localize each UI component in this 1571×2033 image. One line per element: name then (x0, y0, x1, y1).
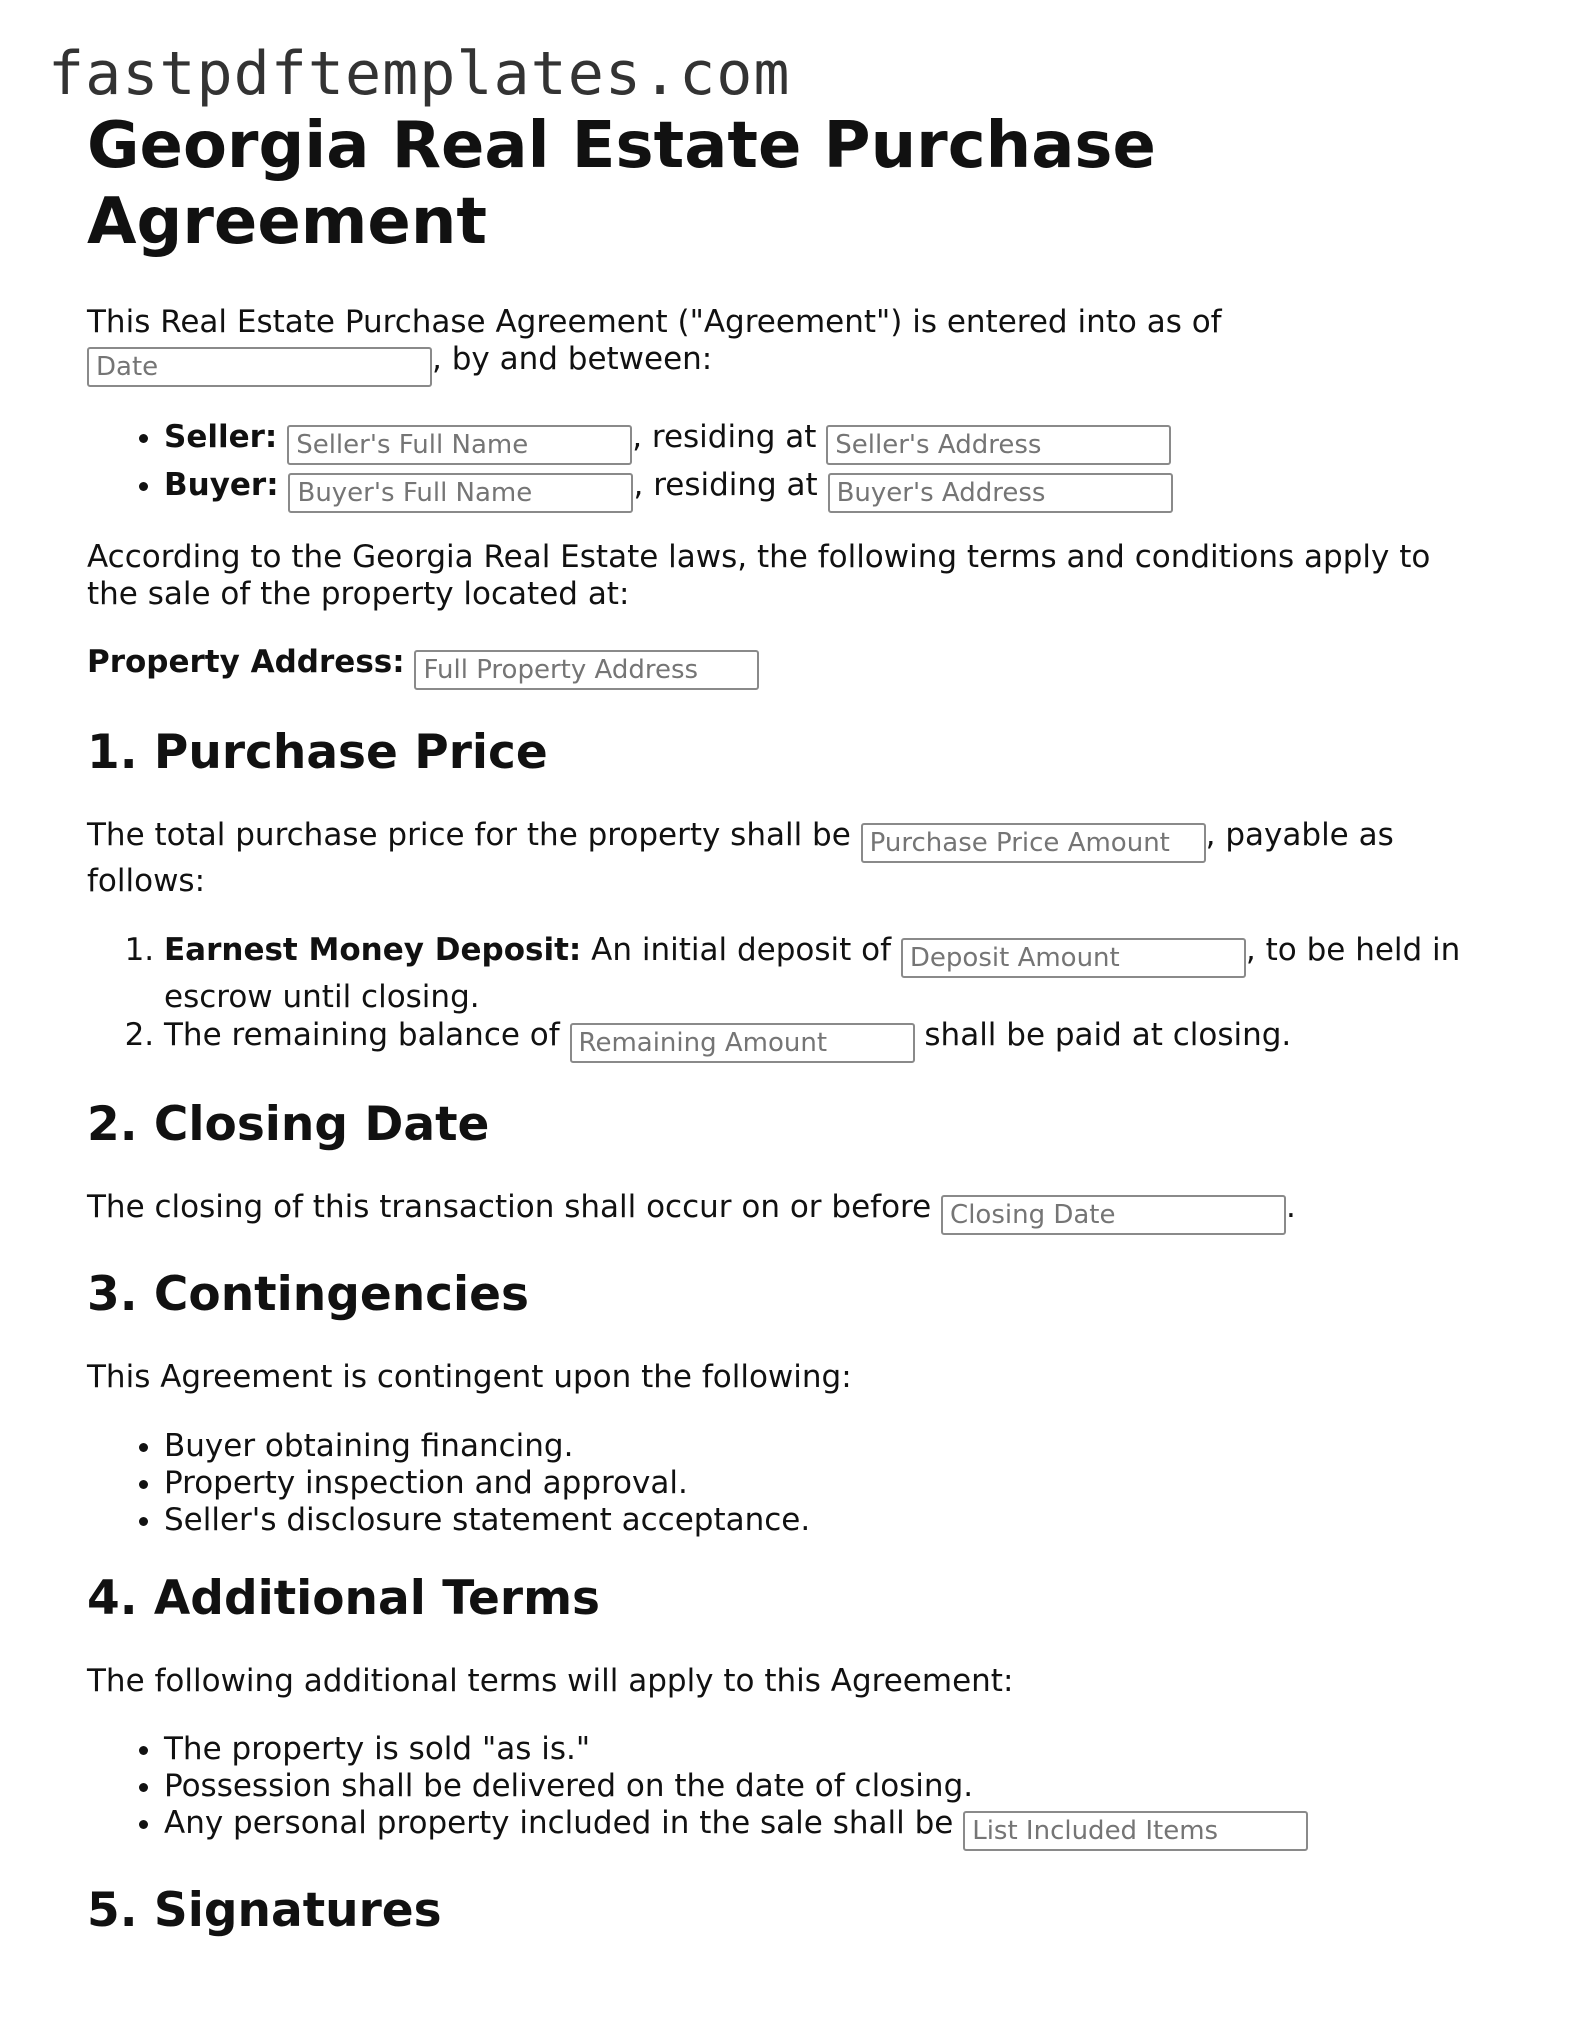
property-address-label: Property Address: (87, 644, 405, 680)
closing-date-heading: 2. Closing Date (87, 1096, 490, 1152)
intro-text-after: , by and between: (432, 341, 713, 377)
payment-terms-list (87, 931, 1487, 1063)
contingencies-paragraph: This Agreement is contingent upon the following: (87, 1359, 852, 1396)
remaining-balance-text: The remaining balance of (164, 1016, 560, 1053)
property-address-row (87, 644, 1487, 690)
additional-terms-list (87, 1731, 1487, 1851)
seller-name-field[interactable] (287, 425, 632, 465)
closing-date-paragraph (87, 1189, 1487, 1235)
parties-list (87, 417, 1487, 513)
laws-paragraph: According to the Georgia Real Estate laws, the following terms and conditions apply to the sale of the property located at: (87, 539, 1431, 612)
included-items-field[interactable] (963, 1811, 1308, 1851)
contingencies-heading: 3. Contingencies (87, 1267, 530, 1323)
closing-date-text: The closing of this transaction shall occur on or before (87, 1189, 932, 1226)
buyer-residing-text: , residing at (633, 467, 818, 503)
purchase-price-text: The total purchase price for the property shall be (87, 816, 851, 853)
agreement-date-field[interactable] (87, 347, 432, 387)
buyer-address-field[interactable] (828, 473, 1173, 513)
closing-date-period: . (1286, 1189, 1296, 1226)
buyer-name-field[interactable] (288, 473, 633, 513)
signatures-heading: 5. Signatures (87, 1882, 442, 1938)
seller-item (164, 417, 1487, 465)
list-item: • Property inspection and approval. (164, 1465, 1487, 1502)
intro-text: This Real Estate Purchase Agreement ("Agreement") is entered into as of (87, 304, 1222, 340)
list-item: • The property is sold "as is." (164, 1731, 1487, 1768)
earnest-money-label: Earnest Money Deposit: (164, 931, 582, 968)
earnest-money-text-after: , to be held in escrow until closing. (164, 931, 1461, 1015)
list-item: • Possession shall be delivered on the date of closing. (164, 1768, 1487, 1805)
contingencies-list (87, 1428, 1487, 1539)
additional-terms-paragraph: The following additional terms will apply to this Agreement: (87, 1662, 1014, 1699)
remaining-amount-field[interactable] (570, 1023, 915, 1063)
agreement-document (87, 108, 1487, 1936)
additional-terms-heading: 4. Additional Terms (87, 1571, 601, 1627)
remaining-balance-text-after: shall be paid at closing. (914, 1016, 1292, 1053)
personal-property-text: Any personal property included in the sale shall be (164, 1804, 954, 1841)
intro-paragraph (87, 304, 1487, 387)
deposit-amount-field[interactable] (901, 938, 1246, 978)
purchase-price-paragraph (87, 817, 1487, 900)
page-title: Georgia Real Estate Purchase Agreement (87, 109, 1156, 259)
remaining-balance-item (164, 1016, 1487, 1063)
seller-residing-text: , residing at (632, 419, 817, 455)
purchase-price-text-after: , payable as follows: (87, 816, 1394, 899)
property-address-field[interactable] (414, 650, 759, 690)
seller-label: Seller: (164, 419, 278, 455)
site-watermark: fastpdftemplates.com (48, 39, 791, 109)
personal-property-item (164, 1805, 1487, 1851)
purchase-price-heading: 1. Purchase Price (87, 725, 548, 780)
purchase-price-field[interactable] (861, 823, 1206, 863)
list-item: • Buyer obtaining financing. (164, 1428, 1487, 1465)
closing-date-field[interactable] (941, 1195, 1286, 1235)
earnest-money-item (164, 931, 1487, 1016)
list-item: • Seller's disclosure statement acceptance. (164, 1502, 1487, 1539)
seller-address-field[interactable] (826, 425, 1171, 465)
buyer-item (164, 465, 1487, 513)
buyer-label: Buyer: (164, 467, 279, 503)
earnest-money-text: An initial deposit of (581, 931, 892, 968)
